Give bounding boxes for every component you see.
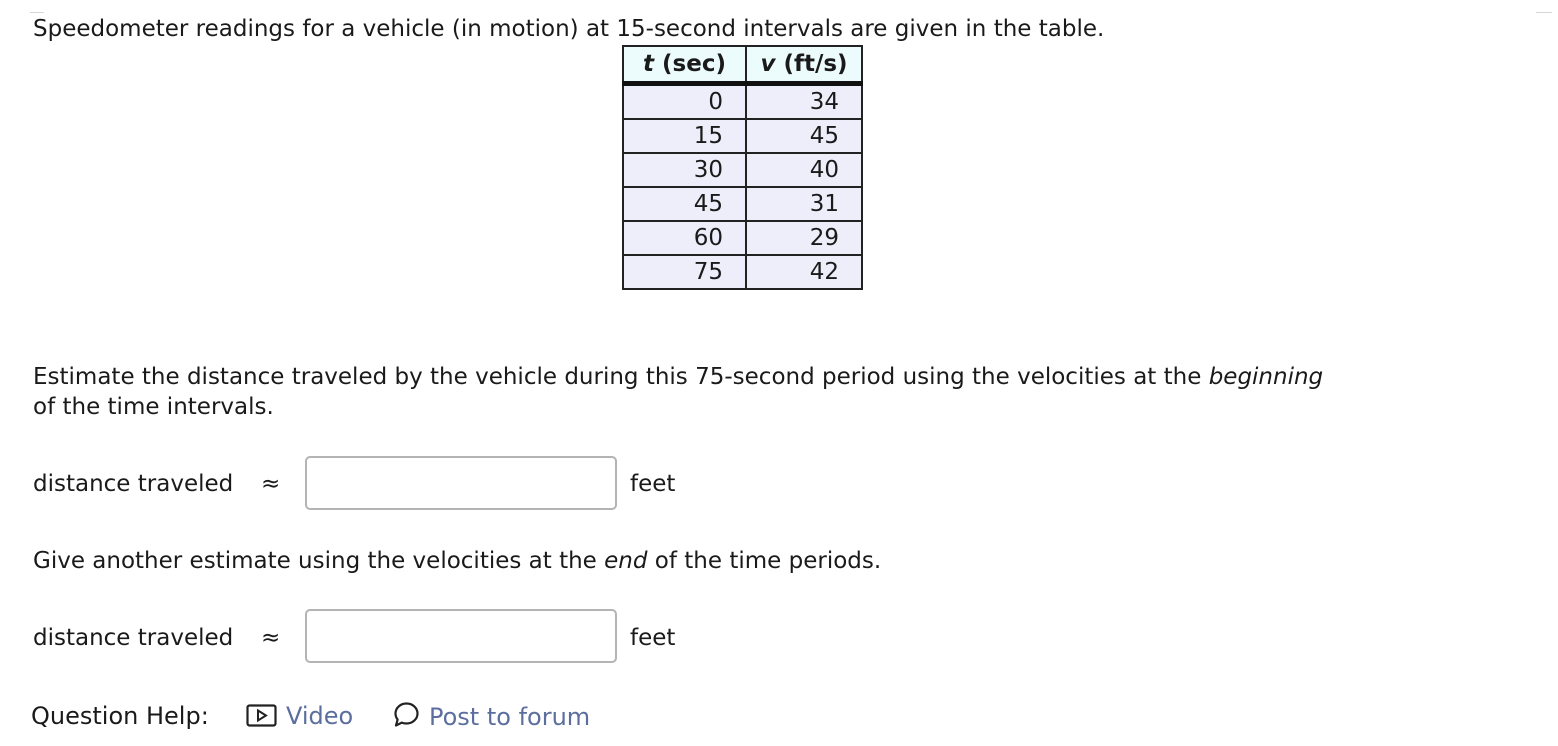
header-velocity-unit: (ft/s): [775, 51, 848, 77]
table-header-row: [623, 46, 862, 84]
table-row: [623, 84, 862, 120]
table-row: [623, 187, 862, 221]
velocity-cell: 31: [746, 187, 862, 221]
time-cell: 0: [623, 84, 746, 120]
answer-1-unit: feet: [630, 471, 676, 497]
header-time-var: t: [643, 51, 655, 77]
velocity-cell: 42: [746, 255, 862, 289]
time-cell: 45: [623, 187, 746, 221]
question-2-part-1: Give another estimate using the velocities at the: [33, 548, 605, 574]
header-time: [623, 46, 746, 84]
velocity-cell: 45: [746, 119, 862, 153]
header-velocity: [746, 46, 862, 84]
top-divider-left: [30, 12, 44, 13]
answer-2-approx-symbol: ≈: [261, 625, 281, 651]
speedometer-table: [622, 45, 863, 290]
video-link-label: Video: [286, 702, 354, 730]
answer-1-input[interactable]: [305, 456, 617, 510]
table-row: [623, 153, 862, 187]
velocity-cell: 40: [746, 153, 862, 187]
intro-text: Speedometer readings for a vehicle (in motion) at 15-second intervals are given in the table.: [33, 16, 1105, 42]
question-1-line-1: [33, 362, 1323, 392]
answer-2-unit: feet: [630, 625, 676, 651]
table-row: [623, 221, 862, 255]
speech-bubble-icon: [393, 701, 420, 728]
time-cell: 15: [623, 119, 746, 153]
table-row: [623, 255, 862, 289]
table-row: [623, 119, 862, 153]
question-2-part-2: of the time periods.: [647, 548, 882, 574]
question-1-emphasis: beginning: [1208, 364, 1324, 390]
answer-1-label: distance traveled: [33, 471, 234, 497]
post-to-forum-link[interactable]: [393, 701, 590, 732]
video-play-icon: [246, 704, 277, 727]
time-cell: 75: [623, 255, 746, 289]
header-time-unit: (sec): [654, 51, 726, 77]
question-1-line-2: of the time intervals.: [33, 394, 274, 420]
answer-2-input[interactable]: [305, 609, 617, 663]
forum-link-label: Post to forum: [429, 703, 591, 731]
top-divider-right: [1536, 12, 1552, 13]
time-cell: 60: [623, 221, 746, 255]
question-2-emphasis: end: [604, 548, 648, 574]
answer-2-label: distance traveled: [33, 625, 234, 651]
velocity-cell: 29: [746, 221, 862, 255]
velocity-cell: 34: [746, 84, 862, 120]
header-velocity-var: v: [760, 51, 776, 77]
time-cell: 30: [623, 153, 746, 187]
video-help-link[interactable]: [246, 701, 353, 731]
question-help-label: Question Help:: [31, 702, 209, 730]
answer-1-approx-symbol: ≈: [261, 471, 281, 497]
question-2-text: [33, 546, 881, 576]
question-1-text: Estimate the distance traveled by the vehicle during this 75-second period using the velocities at the: [33, 364, 1209, 390]
